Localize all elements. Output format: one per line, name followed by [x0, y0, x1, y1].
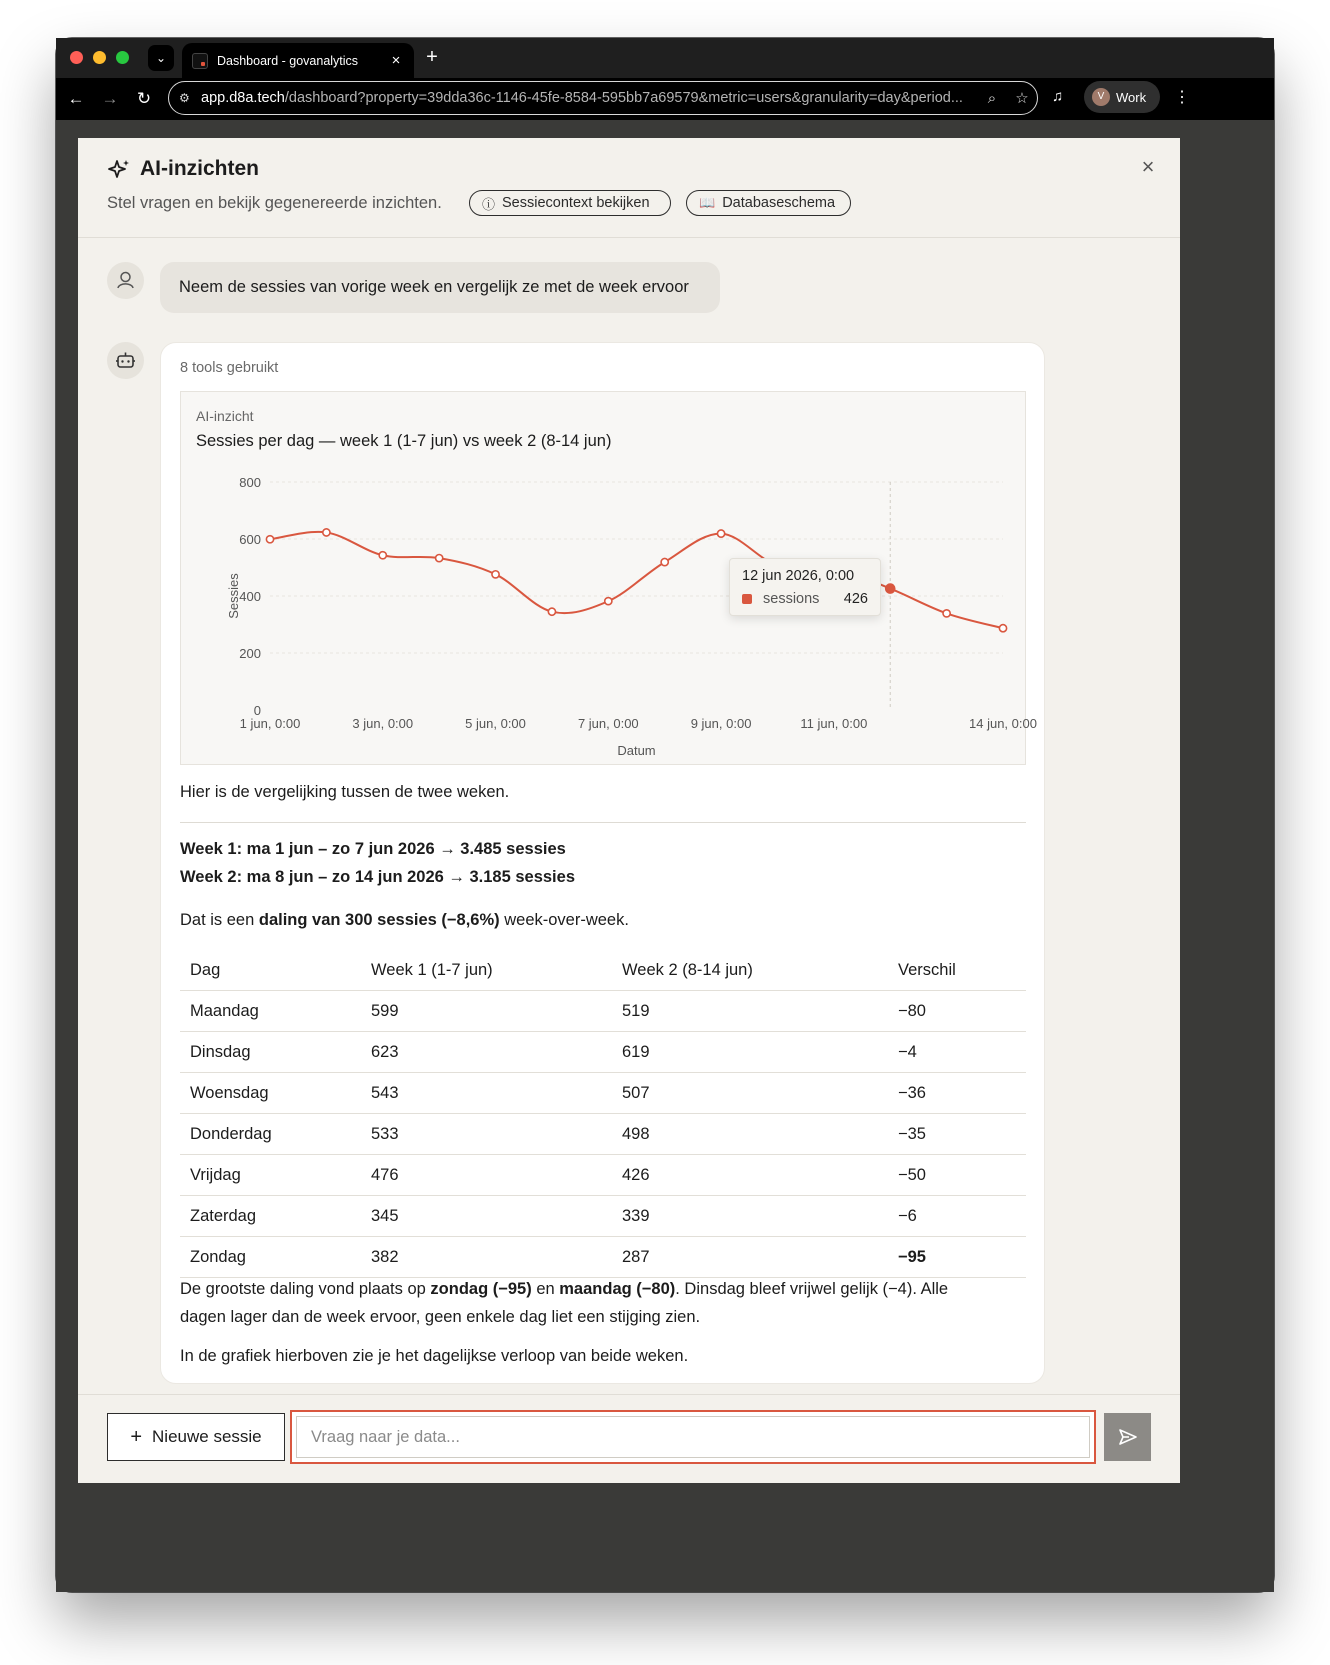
- table-cell: Zaterdag: [180, 1196, 361, 1237]
- user-avatar-icon: [107, 262, 144, 299]
- user-message: Neem de sessies van vorige week en vergelijk ze met de week ervoor: [160, 262, 720, 313]
- series-line-sessions: [270, 532, 1003, 628]
- back-icon[interactable]: ←: [67, 89, 85, 108]
- question-input-wrapper: [290, 1410, 1096, 1464]
- media-controls-icon[interactable]: ♫: [1052, 88, 1064, 105]
- browser-menu-icon[interactable]: ⋮: [1174, 89, 1190, 106]
- tooltip-series: sessions: [763, 591, 820, 607]
- table-cell: 498: [612, 1114, 888, 1155]
- sessions-line-chart[interactable]: [181, 392, 1037, 766]
- table-cell: 345: [361, 1196, 612, 1237]
- table-cell: −4: [888, 1032, 1026, 1073]
- plus-icon: +: [130, 1425, 143, 1448]
- data-point[interactable]: [886, 584, 895, 593]
- table-cell: Vrijdag: [180, 1155, 361, 1196]
- table-cell: 519: [612, 991, 888, 1032]
- data-point[interactable]: [943, 610, 950, 617]
- favicon-icon: [192, 53, 208, 69]
- table-cell: Dinsdag: [180, 1032, 361, 1073]
- table-cell: −95: [888, 1237, 1026, 1278]
- conclusion: [180, 1275, 1026, 1331]
- change-summary: [180, 911, 1026, 930]
- table-row: [180, 1032, 1026, 1073]
- tooltip-value: 426: [843, 591, 868, 607]
- tooltip-swatch: [742, 594, 752, 604]
- table-row: [180, 1196, 1026, 1237]
- table-cell: 623: [361, 1032, 612, 1073]
- conclusion-part: De grootste daling vond plaats op: [180, 1280, 431, 1298]
- browser-window: [56, 38, 1274, 1592]
- closing-text: In de grafiek hierboven zie je het dagelijkse verloop van beide weken.: [180, 1347, 689, 1365]
- conclusion-bold: maandag (−80): [559, 1280, 676, 1298]
- forward-icon[interactable]: →: [101, 89, 119, 108]
- y-tick-label: 200: [239, 646, 261, 661]
- tab-close-icon[interactable]: ×: [391, 52, 401, 69]
- new-tab-button[interactable]: +: [426, 46, 438, 68]
- x-axis-label: Datum: [617, 743, 656, 758]
- close-icon[interactable]: ×: [1141, 154, 1155, 179]
- table-cell: Woensdag: [180, 1073, 361, 1114]
- tooltip-title: 12 jun 2026, 0:00: [742, 568, 855, 584]
- x-tick-label: 11 jun, 0:00: [800, 716, 868, 731]
- table-cell: Zondag: [180, 1237, 361, 1278]
- y-tick-label: 0: [253, 703, 261, 718]
- y-tick-label: 800: [239, 475, 261, 490]
- table-cell: 382: [361, 1237, 612, 1278]
- data-point[interactable]: [266, 536, 273, 543]
- assistant-message: [160, 342, 1045, 1384]
- page-content: [56, 120, 1274, 1592]
- comparison-table: [180, 950, 1026, 1278]
- summary-post: week-over-week.: [499, 911, 629, 929]
- table-cell: 543: [361, 1073, 612, 1114]
- table-header-row: [180, 950, 1026, 991]
- y-tick-label: 600: [239, 532, 261, 547]
- question-input[interactable]: [296, 1416, 1090, 1458]
- database-schema-button[interactable]: [686, 190, 851, 216]
- y-axis-label: Sessies: [226, 573, 241, 619]
- site-settings-icon[interactable]: ⚙: [179, 91, 190, 105]
- x-tick-label: 14 jun, 0:00: [969, 716, 1037, 731]
- table-header: Verschil: [888, 950, 1026, 991]
- data-point[interactable]: [379, 552, 386, 559]
- reload-icon[interactable]: ↻: [136, 89, 152, 108]
- chart-tooltip: [729, 558, 881, 616]
- table-row: [180, 1237, 1026, 1278]
- table-cell: 426: [612, 1155, 888, 1196]
- session-context-button[interactable]: [469, 190, 671, 216]
- send-icon: [1118, 1427, 1138, 1447]
- table-header: Week 1 (1-7 jun): [361, 950, 612, 991]
- data-point[interactable]: [661, 558, 668, 565]
- table-cell: −80: [888, 991, 1026, 1032]
- data-point[interactable]: [717, 530, 724, 537]
- tab-dashboard[interactable]: [182, 43, 414, 78]
- url-path: /dashboard?property=39dda36c-1146-45fe-8584-595bb7a69579&metric=users&granularity=day&period...: [284, 90, 963, 106]
- profile-label: Work: [1116, 89, 1147, 105]
- y-tick-label: 400: [239, 589, 261, 604]
- summary-pre: Dat is een: [180, 911, 259, 929]
- table-row: [180, 1114, 1026, 1155]
- modal-subtitle: Stel vragen en bekijk gegenereerde inzichten.: [107, 194, 442, 212]
- data-point[interactable]: [999, 625, 1006, 632]
- table-row: [180, 991, 1026, 1032]
- chart-kicker: AI-inzicht: [196, 408, 254, 424]
- table-cell: 339: [612, 1196, 888, 1237]
- url-host: app.d8a.tech: [201, 90, 285, 106]
- table-cell: 599: [361, 991, 612, 1032]
- table-cell: −50: [888, 1155, 1026, 1196]
- data-point[interactable]: [436, 554, 443, 561]
- conclusion-part: dagen lager dan de week ervoor, geen enkele dag liet een stijging zien.: [180, 1308, 701, 1326]
- conclusion-part: . Dinsdag bleef vrijwel gelijk (−4). Alle: [675, 1280, 949, 1298]
- ai-insights-modal: [78, 138, 1180, 1482]
- table-header: Week 2 (8-14 jun): [612, 950, 888, 991]
- table-cell: Donderdag: [180, 1114, 361, 1155]
- x-tick-label: 5 jun, 0:00: [465, 716, 526, 731]
- tab-title: Dashboard - govanalytics: [217, 53, 359, 68]
- summary-bold: daling van 300 sessies (−8,6%): [258, 911, 500, 929]
- table-header: Dag: [180, 950, 361, 991]
- database-schema-label: Databaseschema: [722, 195, 836, 211]
- profile-button[interactable]: [1084, 81, 1160, 113]
- tools-used-toggle[interactable]: 8 tools gebruikt: [180, 360, 279, 376]
- table-cell: Maandag: [180, 991, 361, 1032]
- week2-summary: Week 2: ma 8 jun – zo 14 jun 2026 → 3.185 sessies: [180, 868, 575, 886]
- table-cell: −6: [888, 1196, 1026, 1237]
- x-tick-label: 9 jun, 0:00: [690, 716, 752, 731]
- table-cell: 507: [612, 1073, 888, 1114]
- profile-avatar: V: [1092, 88, 1110, 106]
- table-cell: 533: [361, 1114, 612, 1155]
- data-point[interactable]: [323, 529, 330, 536]
- divider: [180, 822, 1026, 823]
- table-cell: 476: [361, 1155, 612, 1196]
- data-point[interactable]: [605, 598, 612, 605]
- sparkle-icon: [107, 158, 131, 182]
- new-session-label: Nieuwe sessie: [152, 1427, 262, 1446]
- table-row: [180, 1155, 1026, 1196]
- x-tick-label: 1 jun, 0:00: [239, 716, 301, 731]
- modal-title: AI-inzichten: [140, 157, 259, 180]
- tab-strip: [56, 38, 1274, 78]
- bookmark-star-icon[interactable]: ☆: [1015, 90, 1029, 107]
- data-point[interactable]: [492, 571, 499, 578]
- chart-title: Sessies per dag — week 1 (1-7 jun) vs week 2 (8-14 jun): [196, 432, 612, 450]
- url-text[interactable]: [201, 90, 977, 106]
- zoom-icon[interactable]: ⌕: [987, 89, 997, 107]
- answer-intro: Hier is de vergelijking tussen de twee weken.: [180, 783, 510, 801]
- conclusion-bold: zondag (−95): [430, 1280, 532, 1298]
- book-icon: 📖: [699, 195, 716, 210]
- table-row: [180, 1073, 1026, 1114]
- close-window-button[interactable]: [70, 51, 83, 64]
- data-point[interactable]: [548, 608, 555, 615]
- tab-search-icon[interactable]: ⌄: [148, 45, 174, 71]
- x-tick-label: 3 jun, 0:00: [352, 716, 414, 731]
- address-bar[interactable]: [168, 81, 1038, 115]
- modal-header: [78, 138, 1180, 238]
- new-session-button[interactable]: [107, 1413, 285, 1461]
- table-cell: −35: [888, 1114, 1026, 1155]
- table-cell: 619: [612, 1032, 888, 1073]
- table-cell: −36: [888, 1073, 1026, 1114]
- chart-card: [180, 391, 1037, 765]
- week1-summary: Week 1: ma 1 jun – zo 7 jun 2026 → 3.485 sessies: [180, 840, 566, 858]
- send-button[interactable]: [1104, 1413, 1151, 1461]
- conclusion-part: en: [531, 1280, 560, 1298]
- info-icon: ⓘ: [482, 196, 496, 212]
- session-context-label: Sessiecontext bekijken: [502, 195, 650, 211]
- chat-footer: [78, 1394, 1180, 1483]
- table-cell: 287: [612, 1237, 888, 1278]
- x-tick-label: 7 jun, 0:00: [577, 716, 639, 731]
- bot-avatar-icon: [107, 342, 144, 379]
- minimize-window-button[interactable]: [93, 51, 106, 64]
- browser-toolbar: [56, 78, 1274, 120]
- maximize-window-button[interactable]: [116, 51, 129, 64]
